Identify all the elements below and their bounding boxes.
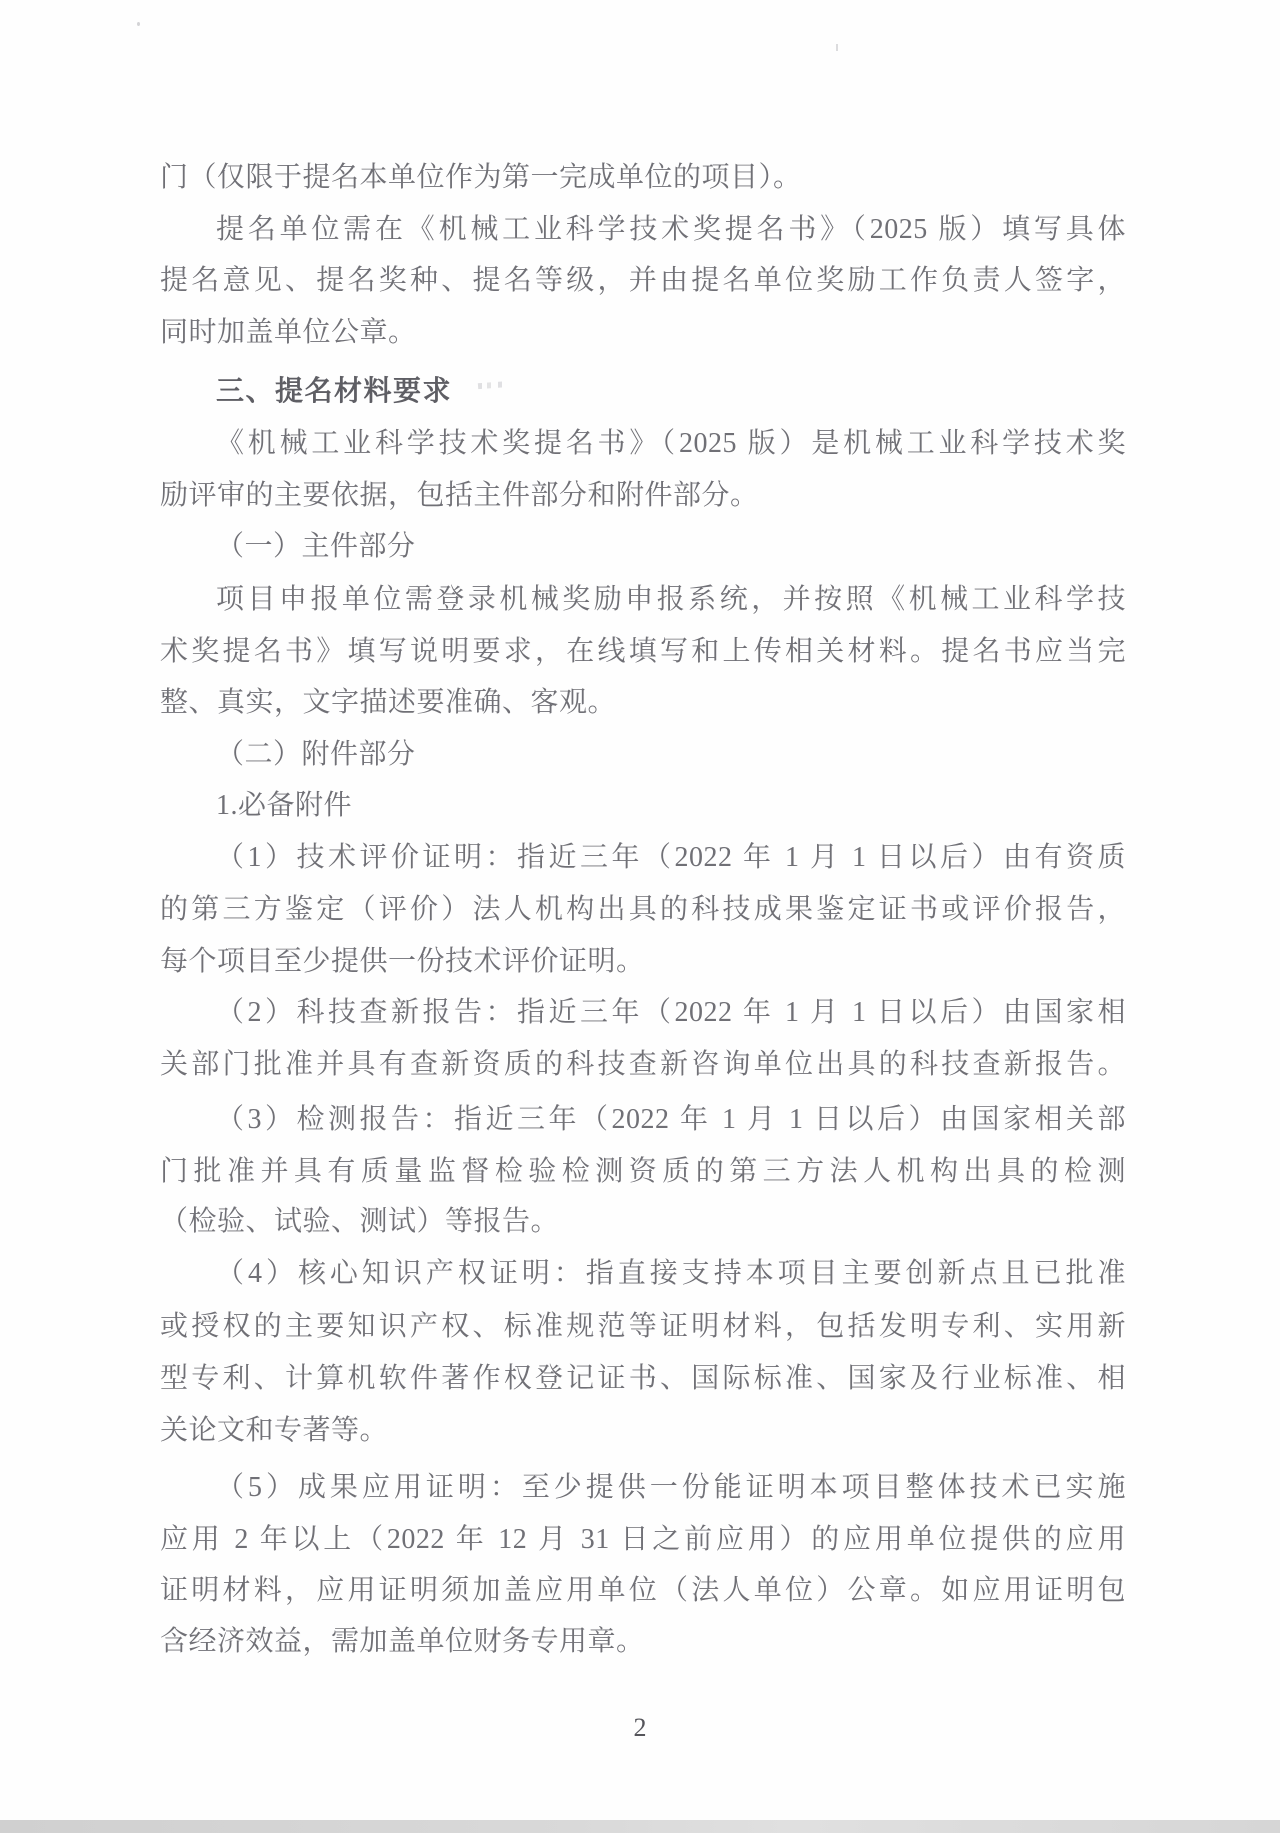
list-heading: 1.必备附件 — [216, 790, 353, 821]
subsection-heading: （一）主件部分 — [216, 531, 416, 562]
text-line: （检验、试验、测试）等报告。 — [160, 1206, 560, 1237]
scan-speck-artifact — [137, 22, 140, 26]
text-line: 《机械工业科学技术奖提名书》（2025 版）是机械工业科学技术奖 — [216, 428, 1126, 459]
text-line: 应用 2 年以上（2022 年 12 月 31 日之前应用）的应用单位提供的应用 — [160, 1524, 1126, 1555]
text-line: （4）核心知识产权证明：指直接支持本项目主要创新点且已批准 — [216, 1258, 1126, 1289]
text-line: 关论文和专著等。 — [160, 1415, 389, 1446]
text-line: 项目申报单位需登录机械奖励申报系统，并按照《机械工业科学技 — [216, 584, 1126, 615]
scan-edge-strip — [0, 1820, 1280, 1833]
text-line: 的第三方鉴定（评价）法人机构出具的科技成果鉴定证书或评价报告， — [160, 894, 1126, 925]
text-line: 或授权的主要知识产权、标准规范等证明材料，包括发明专利、实用新 — [160, 1311, 1126, 1342]
text-line: 型专利、计算机软件著作权登记证书、国际标准、国家及行业标准、相 — [160, 1363, 1126, 1394]
text-line: 整、真实，文字描述要准确、客观。 — [160, 687, 617, 718]
text-line: 同时加盖单位公章。 — [160, 317, 417, 348]
text-line: 门（仅限于提名本单位作为第一完成单位的项目）。 — [160, 162, 802, 193]
text-line: 术奖提名书》填写说明要求，在线填写和上传相关材料。提名书应当完 — [160, 636, 1126, 667]
text-line: （5）成果应用证明：至少提供一份能证明本项目整体技术已实施 — [216, 1472, 1126, 1503]
subsection-heading: （二）附件部分 — [216, 739, 416, 770]
text-line: 提名单位需在《机械工业科学技术奖提名书》（2025 版）填写具体 — [216, 214, 1126, 245]
scan-speck-artifact — [836, 44, 838, 51]
text-line: 提名意见、提名奖种、提名等级，并由提名单位奖励工作负责人签字， — [160, 265, 1126, 296]
text-line: 每个项目至少提供一份技术评价证明。 — [160, 946, 645, 977]
text-line: 证明材料，应用证明须加盖应用单位（法人单位）公章。如应用证明包 — [160, 1575, 1126, 1606]
text-line: 励评审的主要依据，包括主件部分和附件部分。 — [160, 480, 759, 511]
text-line: （3）检测报告：指近三年（2022 年 1 月 1 日以后）由国家相关部 — [216, 1104, 1126, 1135]
section-heading: 三、提名材料要求 — [216, 376, 453, 407]
page-number: 2 — [633, 1713, 647, 1742]
text-line: 含经济效益，需加盖单位财务专用章。 — [160, 1626, 645, 1657]
text-line: （2）科技查新报告：指近三年（2022 年 1 月 1 日以后）由国家相 — [216, 997, 1126, 1028]
text-line: 门批准并具有质量监督检验检测资质的第三方法人机构出具的检测 — [160, 1156, 1126, 1187]
text-line: 关部门批准并具有查新资质的科技查新咨询单位出具的科技查新报告。 — [160, 1049, 1126, 1080]
text-line: （1）技术评价证明：指近三年（2022 年 1 月 1 日以后）由有资质 — [216, 842, 1126, 873]
